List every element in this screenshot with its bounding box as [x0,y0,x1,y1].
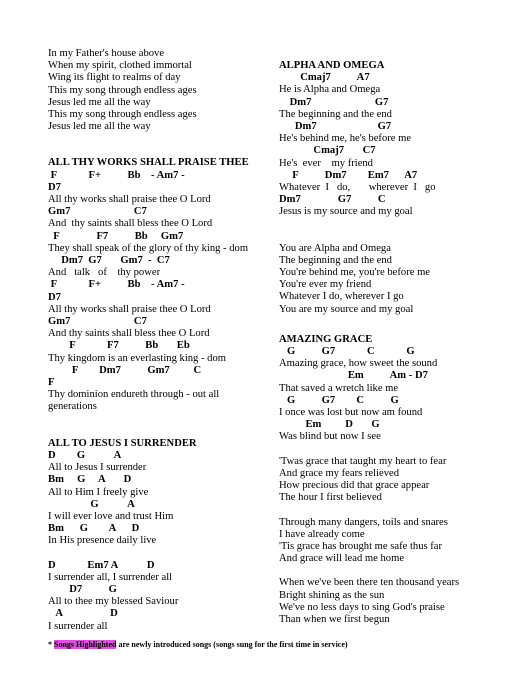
chord-line: Dm7 G7 Gm7 - C7 [48,255,170,267]
lyric-line: He is Alpha and Omega [279,84,381,96]
chord-line: F [48,377,55,389]
footnote [48,640,478,649]
chord-line: Gm7 C7 [48,316,147,328]
chord-line: D7 [48,291,61,303]
lyric-line: When my spirit, clothed immortal [48,60,192,72]
chord-line: Cmaj7 C7 [279,145,376,157]
lyric-line: How precious did that grace appear [279,480,430,492]
lyric-line: The beginning and the end [279,108,392,120]
lyric-line: I surrender all [48,620,108,632]
lyric-line: And grace will lead me home [279,553,405,565]
song-title: ALL TO JESUS I SURRENDER [48,437,197,449]
lyric-line: Whatever I do, wherever I go [279,291,404,303]
chord-line: D Em7 A D [48,559,155,571]
chord-line: A D [48,608,118,620]
lyric-line: You're ever my friend [279,279,372,291]
chord-line: G G7 C G [279,346,415,358]
lyric-line: Jesus is my source and my goal [279,206,413,218]
lyric-line: And thy saints shall bless thee O Lord [48,328,210,340]
lyric-line: Whatever I do, wherever I go [279,182,436,194]
lyric-line: And thy saints shall bless thee O Lord [48,218,213,230]
lyric-line: 'Twas grace that taught my heart to fear [279,455,447,467]
lyric-line: All thy works shall praise thee O Lord [48,194,211,206]
lyric-line: We've no less days to sing God's praise [279,601,445,613]
lyric-line: They shall speak of the glory of thy king - dom [48,242,249,254]
song-title: ALPHA AND OMEGA [279,60,385,71]
lyric-line: Jesus led me all the way [48,121,151,133]
footnote-highlighted-label: Songs Highlighted [54,640,117,649]
lyric-line: When we've been there ten thousand years [279,577,460,589]
chord-line: D7 [48,181,61,193]
lyric-line: Wing its flight to realms of day [48,72,181,84]
lyric-line: 'Tis grace has brought me safe thus far [279,540,443,552]
stanza-gap [279,505,509,517]
chord-line: G G7 C G [279,394,399,406]
lyric-line: Amazing grace, how sweet the sound [279,358,438,370]
chord-line: F F7 Bb Gm7 [48,230,184,242]
footnote-star: * [48,640,54,649]
lyric-line: In my Father's house above [48,48,165,59]
lyric-line: In His presence daily live [48,535,157,547]
lyric-line: I surrender all, I surrender all [48,571,173,583]
lyric-line: Was blind but now I see [279,431,381,443]
lyric-line: I have already come [279,528,365,540]
lyric-line: I will ever love and trust Him [48,510,174,522]
lyric-line: This my song through endless ages [48,84,197,96]
chord-line: Em Am - D7 [279,370,428,382]
lyric-line: All to Him I freely give [48,486,149,498]
lyric-line: Jesus led me all the way [48,96,151,108]
lyric-line: Through many dangers, toils and snares [279,516,448,528]
stanza-gap [48,548,270,560]
stanza-gap [279,219,509,231]
lyric-line: All thy works shall praise thee O Lord [48,303,211,315]
lyric-line: That saved a wretch like me [279,382,399,394]
chord-line: F Dm7 Em7 A7 [279,169,418,181]
lyric-line: This my song through endless ages [48,109,197,121]
lyric-line: And talk of thy power [48,267,161,279]
chord-line: Bm G A D [48,474,132,486]
lyric-line: Thy kingdom is an everlasting king - dom [48,352,227,364]
section-gap [48,133,270,157]
chord-line: F Dm7 Gm7 C [48,364,202,376]
column-top-spacer [279,48,509,60]
chord-line: Dm7 G7 C [279,194,386,206]
stanza-gap [279,231,509,243]
chord-line: F F7 Bb Eb [48,340,190,352]
lyric-line: You're behind me, you're before me [279,267,431,279]
lyric-line: You are Alpha and Omega [279,242,391,254]
chord-line: F F+ Bb - Am7 - [48,279,185,291]
lyric-line: And grace my fears relieved [279,467,400,479]
chord-line: Gm7 C7 [48,206,147,218]
chord-line: Em D G [279,419,380,431]
left-column [48,48,270,633]
right-column [279,48,509,626]
chord-line: D7 G [48,583,117,595]
lyric-line: You are my source and my goal [279,303,414,315]
lyric-line: generations [48,401,97,413]
lyric-line: The hour I first believed [279,492,382,504]
footnote-text: are newly introduced songs (songs sung for the first time in service) [116,640,348,649]
lyric-line: He's ever my friend [279,157,373,169]
lyric-line: The beginning and the end [279,254,392,266]
chord-line: Bm G A D [48,523,140,535]
chord-line: F F+ Bb - Am7 - [48,169,185,181]
chord-line: D G A [48,449,122,461]
lyric-line: Thy dominion endureth through - out all [48,389,220,401]
lyric-line: All to thee my blessed Saviour [48,596,179,608]
chord-line: Dm7 G7 [279,96,389,108]
section-gap [279,316,509,334]
lyric-line: Bright shining as the sun [279,589,385,601]
stanza-gap [279,444,509,456]
lyric-line: Than when we first begun [279,613,390,625]
chord-line: G A [48,498,135,510]
section-gap [48,414,270,438]
lyric-line: All to Jesus I surrender [48,462,147,474]
lyric-line: He's behind me, he's before me [279,133,412,145]
lyric-line: I once was lost but now am found [279,407,423,419]
chord-line: Dm7 G7 [279,121,392,133]
chord-line: Cmaj7 A7 [279,72,370,84]
song-title: ALL THY WORKS SHALL PRAISE THEE [48,157,249,169]
song-title: AMAZING GRACE [279,333,373,345]
stanza-gap [279,565,509,577]
